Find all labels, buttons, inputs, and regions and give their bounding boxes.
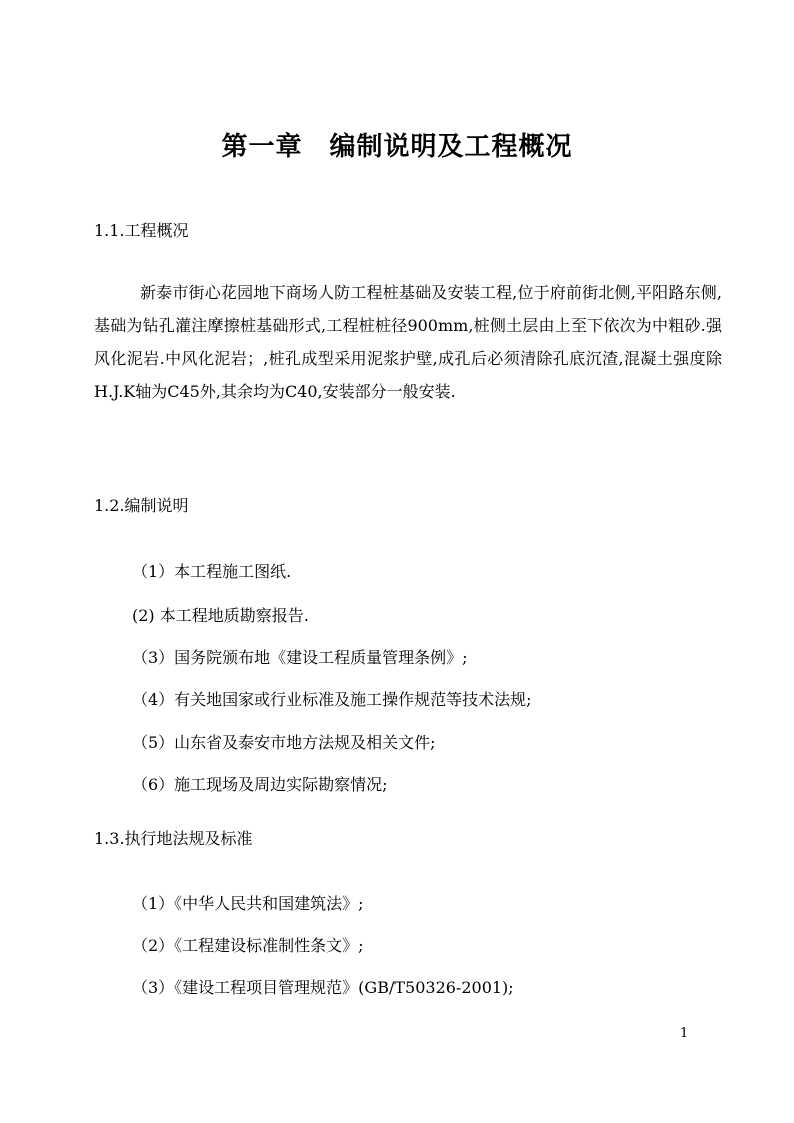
regulation-item-2: （2）《工程建设标准制性条文》; [132,936,364,955]
compilation-item-5: （5）山东省及泰安市地方法规及相关文件; [132,733,436,752]
section-heading-overview: 1.1.工程概况 [94,221,189,240]
page-number: 1 [680,1026,689,1041]
compilation-item-4: （4）有关地国家或行业标准及施工操作规范等技术法规; [132,690,532,709]
overview-paragraph: 新泰市街心花园地下商场人防工程桩基础及安装工程,位于府前街北侧,平阳路东侧,基础为钻孔灌注摩擦桩基础形式,工程桩桩径900mm,桩侧土层由上至下依次为中粗砂.强风化泥岩.中风化泥岩；,桩孔成型采用泥浆护壁,成孔后必须清除孔底沉渣,混凝土强度除H.J.K轴为C45外,其余均为C40,安装部分一般安装. [94,283,722,401]
compilation-item-2: (2) 本工程地质勘察报告. [132,606,309,625]
compilation-item-3: （3）国务院颁布地《建设工程质量管理条例》; [132,648,468,667]
section-heading-regulations: 1.3.执行地法规及标准 [94,829,253,848]
compilation-item-1: （1）本工程施工图纸. [132,562,292,581]
regulation-item-1: （1）《中华人民共和国建筑法》; [132,894,364,913]
section-heading-compilation: 1.2.编制说明 [94,496,189,515]
regulation-item-3: （3）《建设工程项目管理规范》(GB/T50326-2001); [132,978,514,997]
compilation-item-6: （6）施工现场及周边实际勘察情况; [132,775,388,794]
chapter-title: 第一章 编制说明及工程概况 [221,132,573,162]
